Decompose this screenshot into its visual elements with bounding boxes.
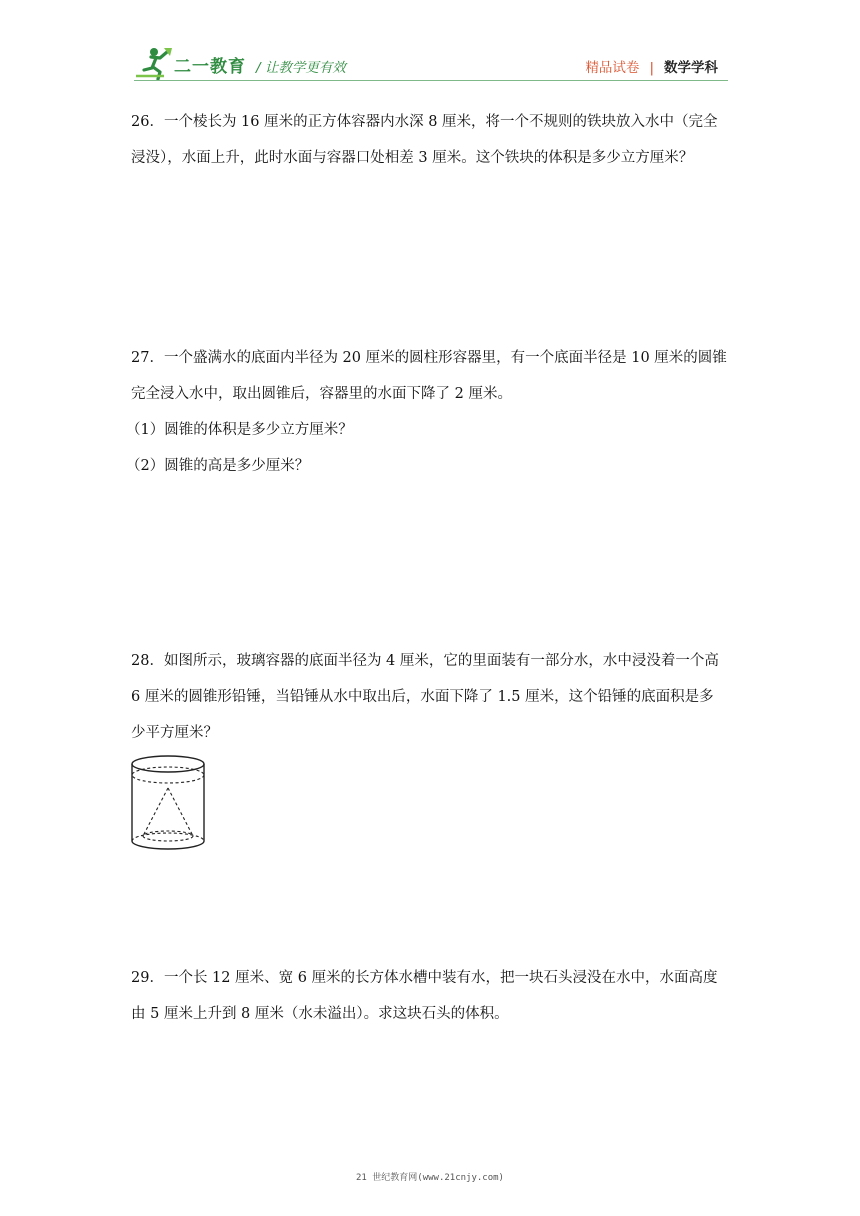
question-27 (126, 340, 731, 484)
header-slogan: / 让教学更有效 (256, 60, 346, 76)
question-text-line: 浸没），水面上升，此时水面与容器口处相差 3 厘米。这个铁块的体积是多少立方厘米？ (131, 150, 694, 166)
cylinder-cone-figure (128, 752, 208, 856)
header-divider (134, 80, 728, 81)
page-header (0, 0, 860, 100)
subject-label: 数学学科 (664, 60, 718, 76)
header-separator: | (649, 60, 654, 76)
page-footer: 21 世纪教育网(www.21cnjy.com) (356, 1173, 504, 1183)
header-right (585, 56, 718, 76)
question-text-line: 27．一个盛满水的底面内半径为 20 厘米的圆柱形容器里，有一个底面半径是 10 厘米的圆锥 (131, 350, 727, 366)
paper-type-label: 精品试卷 (585, 60, 640, 76)
question-text-line: 由 5 厘米上升到 8 厘米（水未溢出）。求这块石头的体积。 (131, 1006, 509, 1022)
question-28 (131, 643, 731, 751)
question-text-line: 6 厘米的圆锥形铅锤，当铅锤从水中取出后，水面下降了 1.5 厘米，这个铅锤的底面积是多 (131, 689, 714, 705)
question-text-line: 26．一个棱长为 16 厘米的正方体容器内水深 8 厘米，将一个不规则的铁块放入水中（完全 (131, 114, 718, 130)
sub-question-2: （2）圆锥的高是多少厘米？ (126, 458, 310, 474)
question-text-line: 完全浸入水中，取出圆锥后，容器里的水面下降了 2 厘米。 (131, 386, 512, 402)
question-text-line: 28．如图所示，玻璃容器的底面半径为 4 厘米，它的里面装有一部分水，水中浸没着一个高 (131, 653, 719, 669)
question-29 (131, 960, 731, 1032)
question-text-line: 少平方厘米？ (131, 725, 218, 741)
brand-name: 二一教育 (174, 57, 246, 77)
runner-logo-icon (134, 46, 174, 80)
question-text-line: 29．一个长 12 厘米、宽 6 厘米的长方体水槽中装有水，把一块石头浸没在水中，水面高度 (131, 970, 718, 986)
brand-logo (134, 46, 246, 80)
question-26 (131, 104, 731, 176)
sub-question-1: （1）圆锥的体积是多少立方厘米？ (126, 422, 353, 438)
